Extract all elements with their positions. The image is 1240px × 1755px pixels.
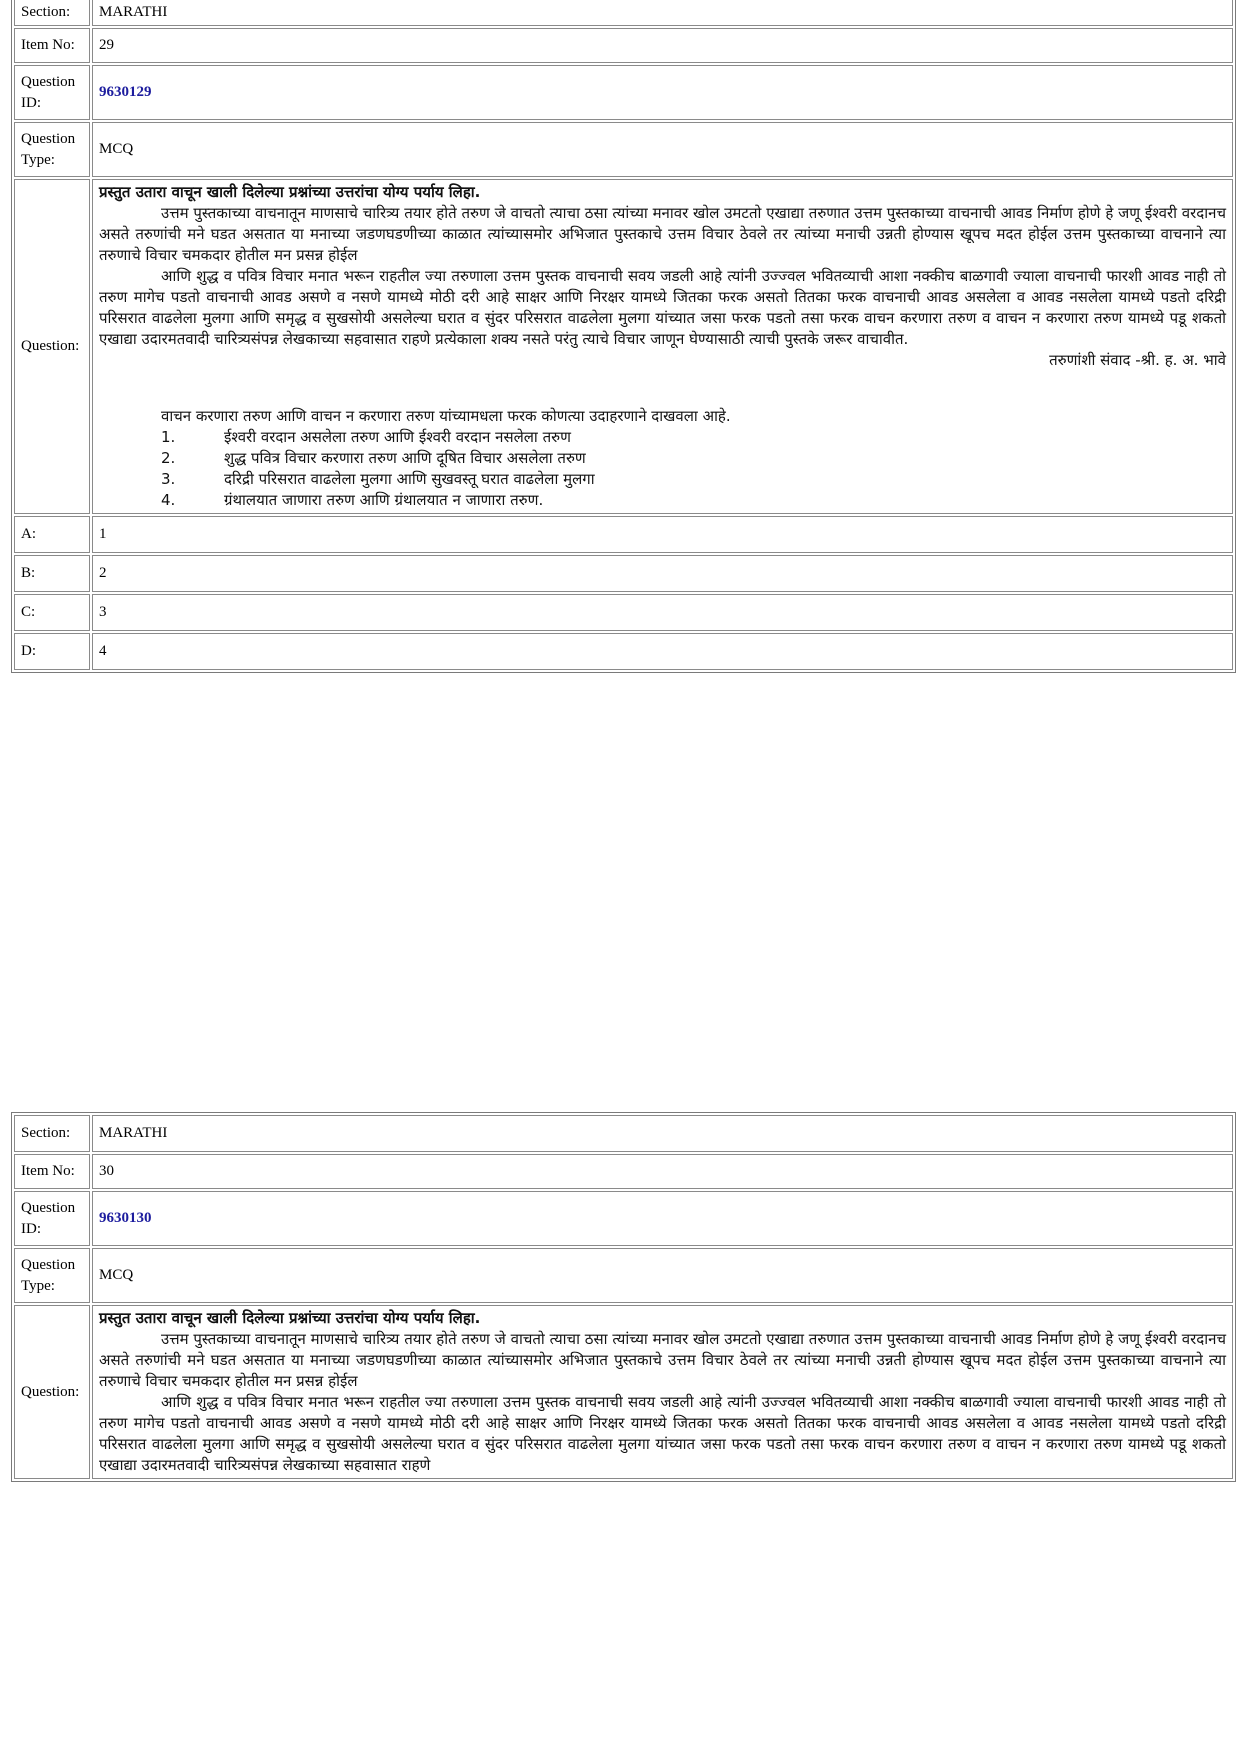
answer-c-value: 3 bbox=[92, 594, 1233, 631]
question-heading: प्रस्तुत उतारा वाचून खाली दिलेल्या प्रश्नांच्या उत्तरांचा योग्य पर्याय लिहा. bbox=[99, 183, 481, 201]
answer-a-row bbox=[14, 516, 1233, 553]
passage-paragraph-1: उत्तम पुस्तकाच्या वाचनातून माणसाचे चारित्र्य तयार होते तरुण जे वाचतो त्याचा ठसा त्यांच्या मनावर खोल उमटतो एखाद्या तरुणात उत्तम पुस्तकाच्या वाचनाची आवड निर्माण होणे हे जणू ईश्वरी वरदानच असते तरुणांची मने घडत असतात या मनाच्या जडणघडणीच्या काळात त्यांच्यासमोर अभिजात पुस्तकाचे उत्तम विचार ठेवले तर त्यांच्या मनाची उन्नती होण्यास खूपच मदत होईल उत्तम पुस्तकाच्या वाचनाने त्या तरुणाचे विचार चमकदार होतील मन प्रसन्न होईल bbox=[99, 1330, 1226, 1390]
question-body bbox=[92, 1305, 1233, 1479]
answer-b-value: 2 bbox=[92, 555, 1233, 592]
option-item bbox=[99, 490, 1226, 511]
option-text: दरिद्री परिसरात वाढलेला मुलगा आणि सुखवस्तू घरात वाढलेला मुलगा bbox=[224, 470, 595, 488]
item-no-label: Item No: bbox=[14, 28, 90, 63]
question-heading: प्रस्तुत उतारा वाचून खाली दिलेल्या प्रश्नांच्या उत्तरांचा योग्य पर्याय लिहा. bbox=[99, 1309, 481, 1327]
section-row bbox=[14, 0, 1233, 26]
question-id-row bbox=[14, 65, 1233, 120]
option-text: ग्रंथालयात जाणारा तरुण आणि ग्रंथालयात न जाणारा तरुण. bbox=[224, 491, 544, 509]
option-item bbox=[99, 427, 1226, 448]
option-number: 4. bbox=[161, 491, 176, 509]
question-label: Question: bbox=[14, 179, 90, 514]
section-row bbox=[14, 1115, 1233, 1152]
question-id-label: Question ID: bbox=[14, 1191, 90, 1246]
item-no-label: Item No: bbox=[14, 1154, 90, 1189]
section-label: Section: bbox=[14, 0, 90, 26]
question-type-label: Question Type: bbox=[14, 1248, 90, 1303]
passage-paragraph-2: आणि शुद्ध व पवित्र विचार मनात भरून राहतील ज्या तरुणाला उत्तम पुस्तक वाचनाची सवय जडली आहे त्यांनी उज्ज्वल भवितव्याची आशा नक्कीच बाळगावी ज्याला वाचनाची फारशी आवड नाही तो तरुण मागेच पडतो वाचनाची आवड असणे व नसणे यामध्ये मोठी दरी आहे साक्षर आणि निरक्षर यामध्ये जितका फरक असतो तितका फरक वाचनाची आवड असलेला व आवड नसलेला यामध्ये पडतो दरिद्री परिसरात वाढलेला मुलगा आणि समृद्ध व सुखसोयी असलेल्या घरात व सुंदर परिसरात वाढलेला मुलगा यांच्यात जसा फरक पडतो तसा फरक वाचन करणारा तरुण व वाचन न करणारा तरुण यामध्ये पडू शकतो एखाद्या उदारमतवादी चारित्र्यसंपन्न लेखकाच्या सहवासात राहणे bbox=[99, 1393, 1226, 1474]
question-id-row bbox=[14, 1191, 1233, 1246]
answer-d-label: D: bbox=[14, 633, 90, 670]
question-row bbox=[14, 179, 1233, 514]
question-type-row bbox=[14, 122, 1233, 177]
section-value: MARATHI bbox=[92, 1115, 1233, 1152]
option-item bbox=[99, 448, 1226, 469]
answer-d-row bbox=[14, 633, 1233, 670]
item-no-value: 30 bbox=[92, 1154, 1233, 1189]
option-number: 1. bbox=[161, 428, 176, 446]
answer-a-value: 1 bbox=[92, 516, 1233, 553]
question-id-value: 9630129 bbox=[92, 65, 1233, 120]
option-item bbox=[99, 469, 1226, 490]
passage-paragraph-2: आणि शुद्ध व पवित्र विचार मनात भरून राहतील ज्या तरुणाला उत्तम पुस्तक वाचनाची सवय जडली आहे त्यांनी उज्ज्वल भवितव्याची आशा नक्कीच बाळगावी ज्याला वाचनाची फारशी आवड नाही तो तरुण मागेच पडतो वाचनाची आवड असणे व नसणे यामध्ये मोठी दरी आहे साक्षर आणि निरक्षर यामध्ये जितका फरक असतो तितका फरक वाचनाची आवड असलेला व आवड नसलेला यामध्ये पडतो दरिद्री परिसरात वाढलेला मुलगा आणि समृद्ध व सुखसोयी असलेल्या घरात व सुंदर परिसरात वाढलेला मुलगा यांच्यात जसा फरक पडतो तसा फरक वाचन करणारा तरुण व वाचन न करणारा तरुण यामध्ये पडू शकतो एखाद्या उदारमतवादी चारित्र्यसंपन्न लेखकाच्या सहवासात राहणे प्रत्येकाला शक्य नसते परंतु त्याचे विचार जाणून घेण्यासाठी त्याची पुस्तके जरूर वाचावीत. bbox=[99, 267, 1226, 348]
section-label: Section: bbox=[14, 1115, 90, 1152]
question-label: Question: bbox=[14, 1305, 90, 1479]
answer-c-label: C: bbox=[14, 594, 90, 631]
answer-c-row bbox=[14, 594, 1233, 631]
item-no-value: 29 bbox=[92, 28, 1233, 63]
question-id-label: Question ID: bbox=[14, 65, 90, 120]
question-row bbox=[14, 1305, 1233, 1479]
answer-b-row bbox=[14, 555, 1233, 592]
item-no-row bbox=[14, 1154, 1233, 1189]
answer-a-label: A: bbox=[14, 516, 90, 553]
item-no-row bbox=[14, 28, 1233, 63]
answer-b-label: B: bbox=[14, 555, 90, 592]
question-id-value: 9630130 bbox=[92, 1191, 1233, 1246]
question-type-row bbox=[14, 1248, 1233, 1303]
question-type-label: Question Type: bbox=[14, 122, 90, 177]
option-text: शुद्ध पवित्र विचार करणारा तरुण आणि दूषित विचार असलेला तरुण bbox=[224, 449, 586, 467]
question-type-value: MCQ bbox=[92, 122, 1233, 177]
question-card-29 bbox=[11, 0, 1236, 673]
option-text: ईश्वरी वरदान असलेला तरुण आणि ईश्वरी वरदान नसलेला तरुण bbox=[224, 428, 571, 446]
option-number: 2. bbox=[161, 449, 176, 467]
question-body bbox=[92, 179, 1233, 514]
passage-paragraph-1: उत्तम पुस्तकाच्या वाचनातून माणसाचे चारित्र्य तयार होते तरुण जे वाचतो त्याचा ठसा त्यांच्या मनावर खोल उमटतो एखाद्या तरुणात उत्तम पुस्तकाच्या वाचनाची आवड निर्माण होणे हे जणू ईश्वरी वरदानच असते तरुणांची मने घडत असतात या मनाच्या जडणघडणीच्या काळात त्यांच्यासमोर अभिजात पुस्तकाचे उत्तम विचार ठेवले तर त्यांच्या मनाची उन्नती होण्यास खूपच मदत होईल उत्तम पुस्तकाच्या वाचनाने त्या तरुणाचे विचार चमकदार होतील मन प्रसन्न होईल bbox=[99, 204, 1226, 264]
section-value: MARATHI bbox=[92, 0, 1233, 26]
answer-d-value: 4 bbox=[92, 633, 1233, 670]
passage-source: तरुणांशी संवाद -श्री. ह. अ. भावे bbox=[1049, 351, 1226, 369]
option-number: 3. bbox=[161, 470, 176, 488]
question-prompt: वाचन करणारा तरुण आणि वाचन न करणारा तरुण यांच्यामधला फरक कोणत्या उदाहरणाने दाखवला आहे. bbox=[161, 407, 731, 425]
question-type-value: MCQ bbox=[92, 1248, 1233, 1303]
question-card-30 bbox=[11, 1112, 1236, 1482]
